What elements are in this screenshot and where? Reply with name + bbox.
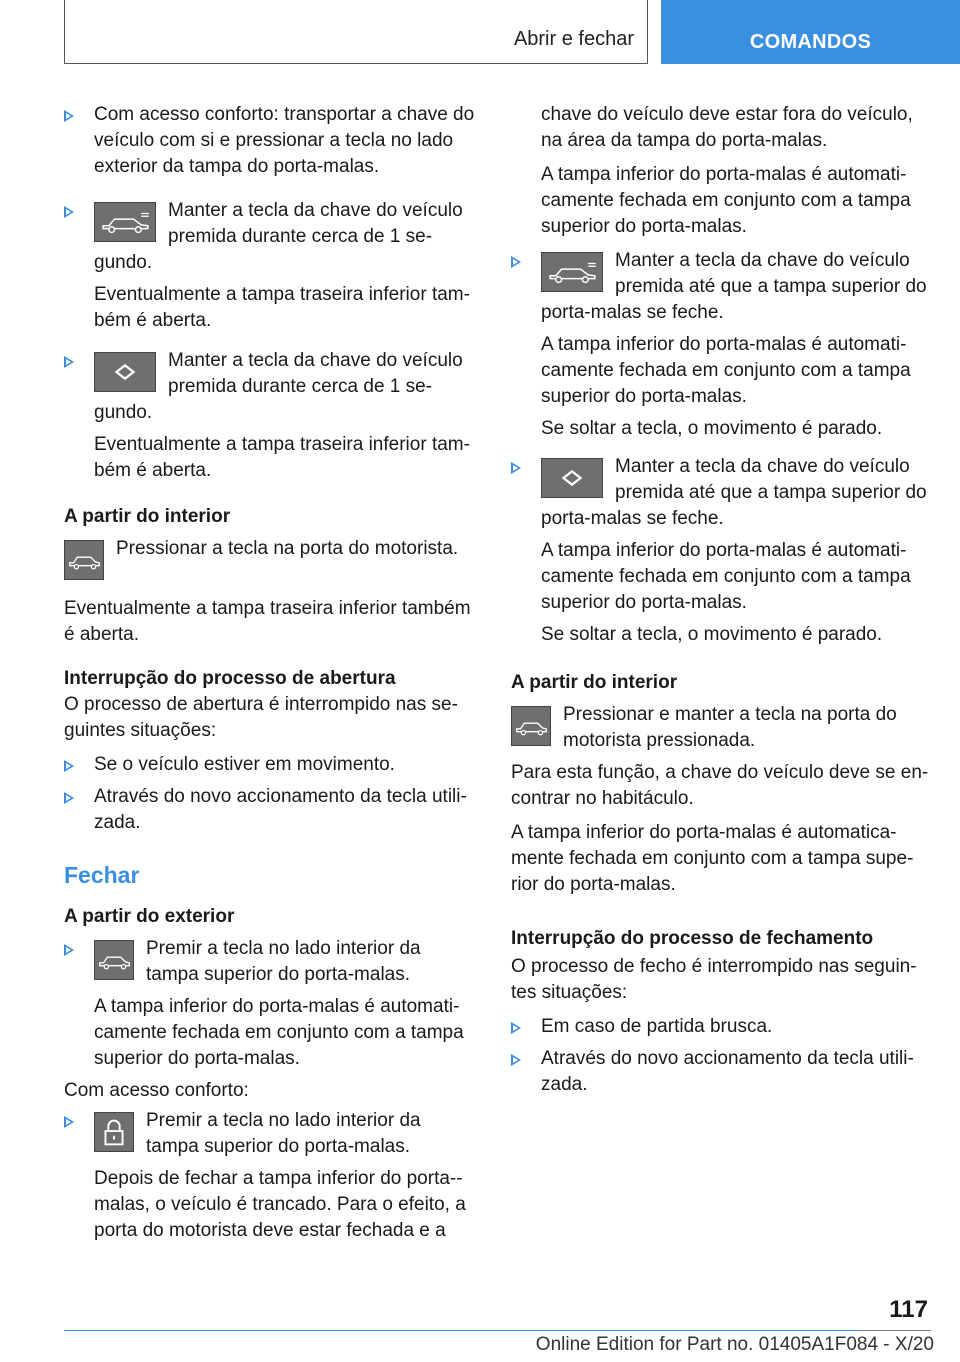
chapter-tab[interactable]: COMANDOS <box>661 0 960 64</box>
section-title: Abrir e fechar <box>513 28 634 50</box>
bullet-triangle-icon <box>511 462 521 474</box>
edition-footer: Online Edition for Part no. 01405A1F084 - X/20 <box>535 1334 934 1355</box>
trunk-car-icon <box>94 940 134 980</box>
bullet-triangle-icon <box>64 792 74 804</box>
list-item: Se o veículo estiver em movimento. <box>64 752 478 778</box>
bullet-triangle-icon <box>64 356 74 368</box>
section-heading: Interrupção do processo de abertura <box>64 668 396 689</box>
trunk-car-icon <box>511 706 551 746</box>
list-item: Através do novo accionamento da tecla utilizada. <box>64 784 478 836</box>
left-column: Com acesso conforto: transportar a chave do veículo com si e pressionar a tecla no lado exterior da tampa do porta-malas. Manter a tecla da chave do veículo premida durante cerca de 1 segundo. Eventualmente a tampa traseira inferior também é aberta. Manter a tecla da chave do veículo premida durante cerca de 1 segundo. Eventualmente a tampa traseira inferior também é aberta. A partir do interior Pressionar a tecla na porta do motorista. Eventualmente a tampa traseira inferior também é aberta. Interrupção do processo de abertura O processo de abertura é interrompido nas seguintes situações: Se o veículo estiver em movimento. Através do novo accionamento da tecla utilizada. Fechar A partir do exterior Premir a tecla no lado interior da tampa superior do porta-malas. A tampa inferior do porta-malas é automaticamente fechada em conjunto com a tampa superior do porta-malas. Com acesso conforto: Premir a tecla no lado interior da tampa superior do porta-malas. Depois de fechar a tampa inferior do porta-malas, o veículo é trancado. Para o efeito, a porta do motorista deve estar fechada e a <box>64 102 478 1250</box>
list-item: Premir a tecla no lado interior da tampa superior do porta-malas. A tampa inferior do porta-malas é automaticamente fechada em conjunto com a tampa superior do porta-malas. <box>64 936 478 1072</box>
trunk-car-icon <box>541 252 603 292</box>
bullet-triangle-icon <box>511 1022 521 1034</box>
list-item: Manter a tecla da chave do veículo premida durante cerca de 1 segundo. Eventualmente a tampa traseira inferior também é aberta. <box>64 348 478 484</box>
trunk-car-icon <box>94 202 156 242</box>
diamond-key-icon <box>94 352 156 392</box>
bullet-triangle-icon <box>64 110 74 122</box>
bullet-triangle-icon <box>511 1054 521 1066</box>
list-item: Através do novo accionamento da tecla utilizada. <box>511 1046 931 1098</box>
section-heading: Interrupção do processo de fechamento <box>511 928 874 949</box>
list-item: Com acesso conforto: transportar a chave do veículo com si e pressionar a tecla no lado exterior da tampa do porta-malas. <box>64 102 478 180</box>
list-item: Manter a tecla da chave do veículo premida até que a tampa superior do porta-malas se feche. A tampa inferior do porta-malas é automaticamente fechada em conjunto com a tampa superior do porta-malas. Se soltar a tecla, o movimento é parado. <box>511 454 931 648</box>
trunk-car-icon <box>64 540 104 580</box>
list-item: Premir a tecla no lado interior da tampa superior do porta-malas. Depois de fechar a tampa inferior do porta-malas, o veículo é trancado. Para o efeito, a porta do motorista deve estar fechada e a <box>64 1108 478 1244</box>
bullet-triangle-icon <box>64 1116 74 1128</box>
list-item: Manter a tecla da chave do veículo premida durante cerca de 1 segundo. Eventualmente a tampa traseira inferior também é aberta. <box>64 198 478 334</box>
bullet-triangle-icon <box>64 760 74 772</box>
section-heading: A partir do interior <box>511 672 678 693</box>
list-item: Manter a tecla da chave do veículo premida até que a tampa superior do porta-malas se feche. A tampa inferior do porta-malas é automaticamente fechada em conjunto com a tampa superior do porta-malas. Se soltar a tecla, o movimento é parado. <box>511 248 931 442</box>
section-heading: A partir do exterior <box>64 906 235 927</box>
bullet-triangle-icon <box>64 944 74 956</box>
diamond-key-icon <box>541 458 603 498</box>
footer-divider <box>860 1330 931 1331</box>
list-item: Em caso de partida brusca. <box>511 1014 931 1040</box>
bullet-triangle-icon <box>511 256 521 268</box>
lock-icon <box>94 1112 134 1152</box>
page-number: 117 <box>889 1296 928 1323</box>
section-heading: A partir do interior <box>64 506 231 527</box>
right-column: chave do veículo deve estar fora do veículo, na área da tampa do porta-malas. A tampa inferior do porta-malas é automaticamente fechada em conjunto com a tampa superior do porta-malas. Manter a tecla da chave do veículo premida até que a tampa superior do porta-malas se feche. A tampa inferior do porta-malas é automaticamente fechada em conjunto com a tampa superior do porta-malas. Se soltar a tecla, o movimento é parado. Manter a tecla da chave do veículo premida até que a tampa superior do porta-malas se feche. A tampa inferior do porta-malas é automaticamente fechada em conjunto com a tampa superior do porta-malas. Se soltar a tecla, o movimento é parado. A partir do interior Pressionar e manter a tecla na porta do motorista pressionada. Para esta função, a chave do veículo deve se encontrar no habitáculo. A tampa inferior do porta-malas é automaticamente fechada em conjunto com a tampa superior do porta-malas. Interrupção do processo de fechamento O processo de fecho é interrompido nas seguintes situações: Em caso de partida brusca. Através do novo accionamento da tecla utilizada. <box>511 102 931 1104</box>
footer-divider <box>64 1330 860 1331</box>
bullet-triangle-icon <box>64 206 74 218</box>
chapter-heading: Fechar <box>64 862 140 888</box>
